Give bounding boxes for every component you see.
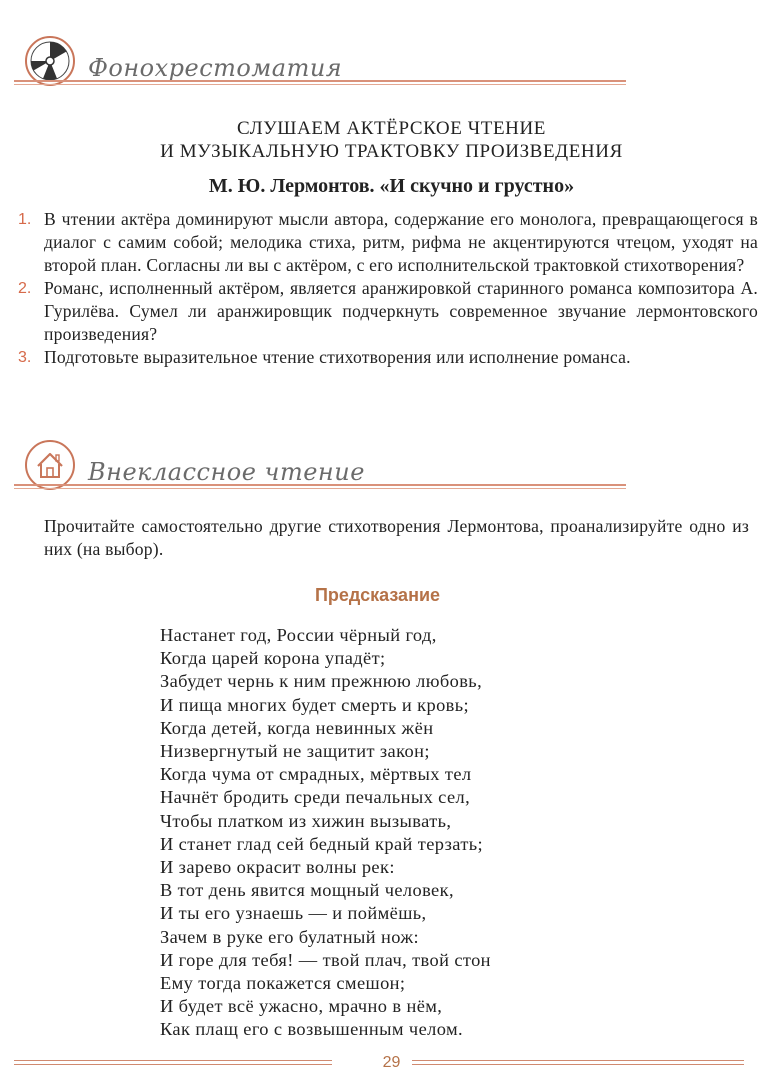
question-text: В чтении актёра доминируют мысли автора, содержание его монолога, превращающегося в диалог с самим собой; мелодика стиха, ритм, рифма не акцентируются чтецом, уходят на второй план. Согласны ли вы с актёром, с его исполнительской трактовкой стихотворения? xyxy=(44,209,758,275)
poem-line: Настанет год, России чёрный год, xyxy=(160,625,437,645)
list-item xyxy=(18,277,758,346)
disc-icon xyxy=(25,36,75,86)
poem-title: Предсказание xyxy=(314,585,441,605)
question-text: Романс, исполненный актёром, является аранжировкой старинного романса композитора А. Гурилёва. Сумел ли аранжировщик подчеркнуть современное звучание лермонтовского произведения? xyxy=(44,278,758,344)
poem-line: И ты его узнаешь — и поймёшь, xyxy=(160,903,427,924)
poem-line: Когда чума от смрадных, мёртвых тел xyxy=(160,764,472,785)
section-divider-thin xyxy=(14,488,626,489)
section-divider xyxy=(14,484,626,486)
section-divider xyxy=(14,80,626,82)
poem-line: И будет всё ужасно, мрачно в нём, xyxy=(160,996,443,1017)
poem-line: Низвергнутый не защитит закон; xyxy=(160,741,430,762)
page-number: 29 xyxy=(382,1054,401,1071)
section-divider-thin xyxy=(14,84,626,85)
poem-line: Забудет чернь к ним прежнюю любовь, xyxy=(160,671,483,692)
question-number: 1. xyxy=(18,211,32,228)
question-list xyxy=(18,208,758,369)
poem-line: И станет глад сей бедный край терзать; xyxy=(160,833,484,854)
poem-line: Зачем в руке его булатный нож: xyxy=(160,926,419,947)
poem-line: И пища многих будет смерть и кровь; xyxy=(160,694,470,715)
poem-line: Чтобы платком из хижин вызывать, xyxy=(160,810,452,831)
poem-line: Начнёт бродить среди печальных сел, xyxy=(160,787,471,808)
poem-line: В тот день явится мощный человек, xyxy=(160,880,454,901)
section-title-vneklassnoe-chtenie: Внеклассное чтение xyxy=(88,458,365,486)
question-number: 3. xyxy=(18,349,32,366)
list-item xyxy=(18,346,758,369)
listen-heading-line1: СЛУШАЕМ АКТЁРСКОЕ ЧТЕНИЕ xyxy=(236,118,547,139)
poem-line: И горе для тебя! — твой плач, твой стон xyxy=(160,949,491,970)
question-text: Подготовьте выразительное чтение стихотворения или исполнение романса. xyxy=(44,347,631,367)
listen-heading-line2: И МУЗЫКАЛЬНУЮ ТРАКТОВКУ ПРОИЗВЕДЕНИЯ xyxy=(160,141,623,162)
poem-text xyxy=(160,624,680,1042)
poem-line: Как плащ его с возвышенным челом. xyxy=(160,1019,463,1040)
poem-line: Когда детей, когда невинных жён xyxy=(160,717,434,738)
reading-intro: Прочитайте самостоятельно другие стихотворения Лермонтова, проанализируйте одно из них (на выбор). xyxy=(44,516,749,559)
poem-line: И зарево окрасит волны рек: xyxy=(160,857,395,878)
section-title-fonokhrestomatiya: Фонохрестоматия xyxy=(88,54,343,82)
listen-subheading: М. Ю. Лермонтов. «И скучно и грустно» xyxy=(208,175,575,197)
question-number: 2. xyxy=(18,280,32,297)
house-icon xyxy=(25,440,75,490)
list-item xyxy=(18,208,758,277)
poem-line: Ему тогда покажется смешон; xyxy=(160,973,406,994)
poem-line: Когда царей корона упадёт; xyxy=(160,648,386,669)
